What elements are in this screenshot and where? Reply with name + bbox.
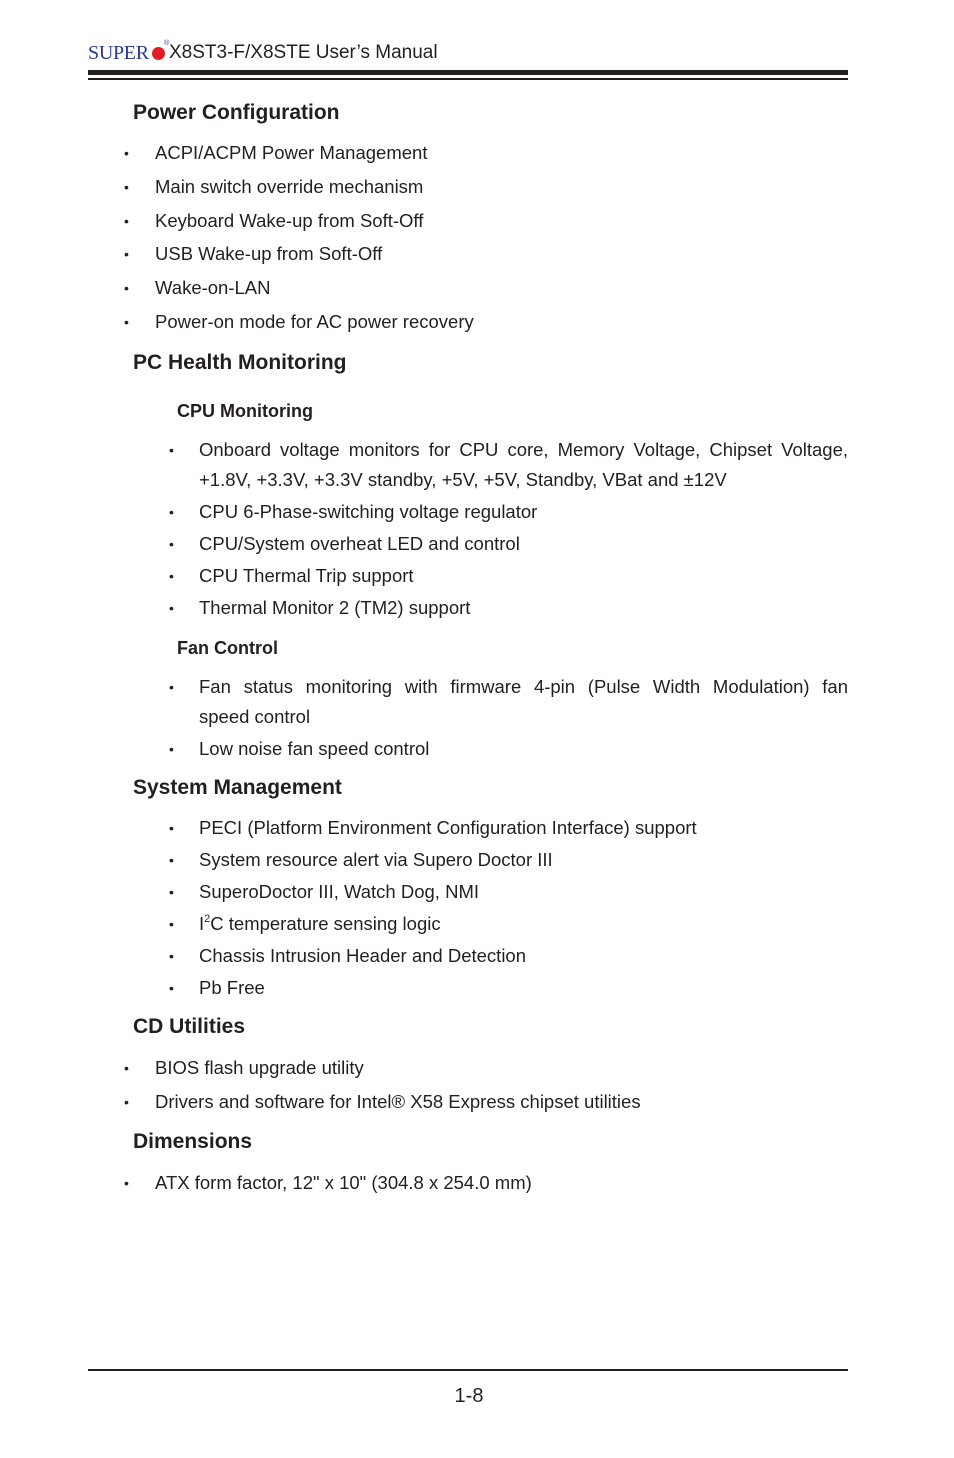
bullet: • — [124, 1094, 129, 1110]
bullet: • — [169, 741, 174, 757]
bullet: • — [169, 536, 174, 552]
list-item: System resource alert via Supero Doctor III — [199, 849, 553, 870]
header-rule-thick — [88, 70, 848, 75]
footer-rule — [88, 1369, 848, 1371]
list-item — [199, 435, 848, 495]
list-item: ACPI/ACPM Power Management — [155, 142, 428, 163]
registered-mark: ® — [164, 40, 170, 47]
subsection-title-cpu-monitoring: CPU Monitoring — [177, 401, 313, 421]
list-item-line: +1.8V, +3.3V, +3.3V standby, +5V, +5V, Standby, VBat and ±12V — [199, 469, 727, 490]
list-item: CPU/System overheat LED and control — [199, 533, 520, 554]
i2c-superscript: 2 — [204, 913, 211, 925]
page-header — [88, 40, 848, 66]
bullet: • — [124, 1060, 129, 1076]
list-item: ATX form factor, 12" x 10" (304.8 x 254.0 mm) — [155, 1172, 532, 1193]
bullet: • — [169, 568, 174, 584]
bullet: • — [124, 246, 129, 262]
bullet: • — [124, 213, 129, 229]
list-item-line: Fan status monitoring with firmware 4-pin (Pulse Width Modulation) fan — [199, 676, 848, 697]
bullet: • — [169, 916, 174, 932]
bullet: • — [169, 679, 174, 695]
list-item: Power-on mode for AC power recovery — [155, 311, 474, 332]
bullet: • — [169, 884, 174, 900]
list-item: Chassis Intrusion Header and Detection — [199, 945, 527, 966]
i2c-prefix: I — [199, 913, 205, 934]
list-item: USB Wake-up from Soft-Off — [155, 243, 383, 264]
list-item: Main switch override mechanism — [155, 176, 424, 197]
bullet: • — [169, 980, 174, 996]
supermicro-logo-dot-icon — [152, 47, 165, 60]
section-title-dimensions: Dimensions — [133, 1130, 253, 1153]
list-item: BIOS flash upgrade utility — [155, 1057, 364, 1078]
section-title-pc-health-monitoring: PC Health Monitoring — [133, 351, 347, 374]
section-title-system-management: System Management — [133, 776, 342, 799]
list-item — [199, 909, 441, 939]
bullet: • — [169, 504, 174, 520]
bullet: • — [124, 280, 129, 296]
list-item: Drivers and software for Intel® X58 Express chipset utilities — [155, 1091, 641, 1112]
bullet: • — [124, 314, 129, 330]
list-item: Keyboard Wake-up from Soft-Off — [155, 210, 424, 231]
supermicro-logo-text: SUPER — [88, 42, 149, 64]
list-item: Pb Free — [199, 977, 265, 998]
list-item: SuperoDoctor III, Watch Dog, NMI — [199, 881, 479, 902]
bullet: • — [169, 852, 174, 868]
list-item-line: Onboard voltage monitors for CPU core, Memory Voltage, Chipset Voltage, — [199, 439, 848, 460]
subsection-title-fan-control: Fan Control — [177, 638, 278, 658]
page-number: 1-8 — [454, 1385, 484, 1407]
list-item: Low noise fan speed control — [199, 738, 430, 759]
list-item: PECI (Platform Environment Configuration Interface) support — [199, 817, 697, 838]
list-item: CPU 6-Phase-switching voltage regulator — [199, 501, 538, 522]
list-item: Wake-on-LAN — [155, 277, 271, 298]
section-title-cd-utilities: CD Utilities — [133, 1015, 246, 1038]
header-rule-thin — [88, 78, 848, 80]
list-item-line: speed control — [199, 706, 311, 727]
bullet: • — [124, 179, 129, 195]
bullet: • — [124, 145, 129, 161]
section-title-power-configuration: Power Configuration — [133, 101, 340, 124]
list-item: CPU Thermal Trip support — [199, 565, 414, 586]
bullet: • — [169, 948, 174, 964]
list-item — [199, 672, 848, 732]
bullet: • — [169, 600, 174, 616]
bullet: • — [169, 820, 174, 836]
manual-title: X8ST3-F/X8STE User’s Manual — [169, 42, 438, 63]
bullet: • — [124, 1175, 129, 1191]
bullet: • — [169, 442, 174, 458]
i2c-text: C temperature sensing logic — [210, 913, 441, 934]
list-item: Thermal Monitor 2 (TM2) support — [199, 597, 471, 618]
